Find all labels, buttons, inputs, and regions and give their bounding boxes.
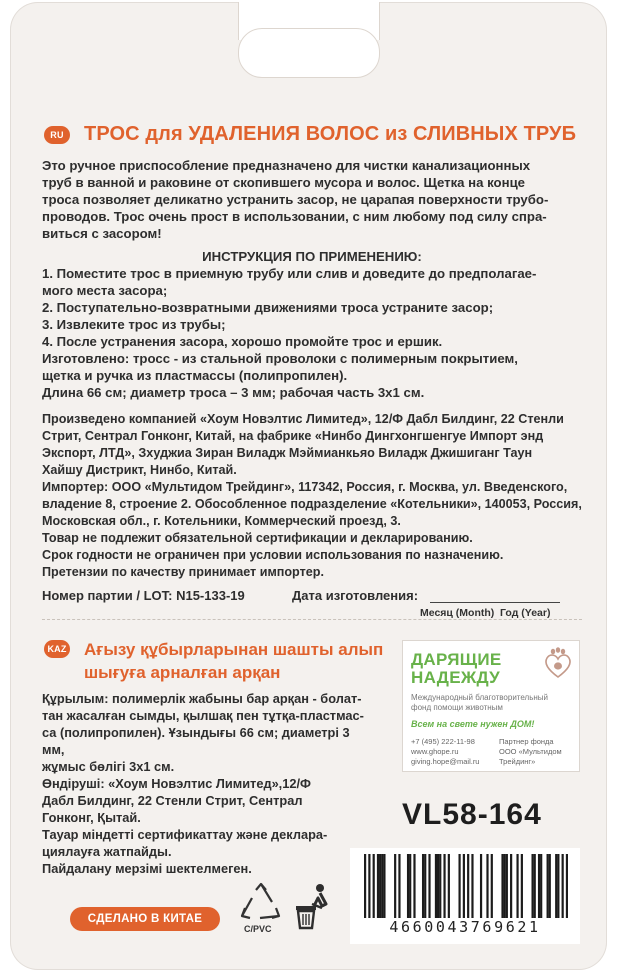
ru-line: проводов. Трос очень прост в использовании, с ним любому под силу спра- xyxy=(42,209,547,224)
instruction-line: 3. Извлеките трос из трубы; xyxy=(42,317,226,332)
instructions-heading: ИНСТРУКЦИЯ ПО ПРИМЕНЕНИЮ: xyxy=(202,249,422,264)
kaz-line: Өндіруші: «Хоум Новэлтис Лимитед»,12/Ф xyxy=(42,776,311,791)
producer-line: Хайшу Дистрикт, Нинбо, Китай. xyxy=(42,463,237,477)
barcode-bar xyxy=(448,854,450,918)
barcode-bar xyxy=(383,854,385,918)
producer-line: Срок годности не ограничен при условии использования по назначению. xyxy=(42,548,504,562)
barcode-bar xyxy=(557,854,559,918)
barcode-bar xyxy=(521,854,523,918)
barcode-bars xyxy=(364,854,568,918)
barcode-bar xyxy=(409,854,411,918)
ru-producer xyxy=(42,411,582,581)
barcode-bar xyxy=(471,854,473,918)
kaz-line: Гонконг, Қытай. xyxy=(42,810,141,825)
producer-line: Претензии по качеству принимает импортер. xyxy=(42,565,324,579)
barcode-bar xyxy=(413,854,415,918)
kaz-title xyxy=(84,638,394,684)
barcode-bar xyxy=(398,854,400,918)
charity-slogan: Всем на свете нужен ДОМ! xyxy=(411,719,535,729)
charity-partner-line: Трейдинг» xyxy=(499,757,536,766)
instruction-line: Длина 66 см; диаметр троса – 3 мм; рабочая часть 3х1 см. xyxy=(42,385,425,400)
kaz-description xyxy=(42,690,372,877)
recycle-icon xyxy=(238,882,284,928)
kaz-line: Дабл Билдинг, 22 Стенли Стрит, Сентрал xyxy=(42,793,303,808)
producer-line: Стрит, Сентрал Гонконг, Китай, на фабрике «Нинбо Дингхонгшенгуе Импорт энд xyxy=(42,429,544,443)
producer-line: Произведено компанией «Хоум Новэлтис Лимитед», 12/Ф Дабл Билдинг, 22 Стенли xyxy=(42,412,564,426)
article-number: VL58-164 xyxy=(402,798,542,831)
trash-bin-icon xyxy=(292,882,332,932)
barcode-bar xyxy=(428,854,430,918)
charity-website: www.ghope.ru xyxy=(411,747,459,756)
kaz-title-line: Ағызу құбырларынан шашты алып xyxy=(84,640,384,659)
kaz-line: Құрылым: полимерлік жабыны бар арқан - болат- xyxy=(42,691,362,706)
barcode-bar xyxy=(491,854,493,918)
ru-instructions xyxy=(42,248,582,401)
producer-line: владение 8, строение 2. Обособленное подразделение «Котельники», 140053, Россия, xyxy=(42,497,582,511)
barcode-bar xyxy=(439,854,441,918)
barcode-bar xyxy=(555,854,557,918)
barcode-bar xyxy=(394,854,396,918)
barcode-bar xyxy=(562,854,564,918)
barcode-bar xyxy=(379,854,381,918)
charity-email: giving.hope@mail.ru xyxy=(411,757,480,766)
charity-partner-line: ООО «Мультидом xyxy=(499,747,562,756)
barcode-bar xyxy=(516,854,518,918)
barcode-bar xyxy=(424,854,426,918)
charity-subtitle-line: Международный благотворительный xyxy=(411,693,549,702)
barcode-bar xyxy=(510,854,512,918)
barcode-bar xyxy=(435,854,437,918)
instruction-line: 4. После устранения засора, хорошо промойте трос и ершик. xyxy=(42,334,443,349)
ru-title: ТРОС для УДАЛЕНИЯ ВОЛОС из СЛИВНЫХ ТРУБ xyxy=(84,123,577,145)
kaz-line: Тауар міндетті сертификаттау және деклара- xyxy=(42,827,328,842)
hang-hole xyxy=(238,28,380,78)
barcode-bar xyxy=(458,854,460,918)
barcode xyxy=(350,848,580,944)
barcode-bar xyxy=(368,854,370,918)
instruction-line: мого места засора; xyxy=(42,283,168,298)
instruction-line: щетка и ручка из пластмассы (полипропилен). xyxy=(42,368,348,383)
barcode-bar xyxy=(422,854,424,918)
barcode-bar xyxy=(407,854,409,918)
barcode-bar xyxy=(534,854,536,918)
section-divider xyxy=(42,619,582,620)
barcode-bar xyxy=(547,854,549,918)
kaz-title-line: шығуға арналған арқан xyxy=(84,663,281,682)
barcode-bar xyxy=(486,854,488,918)
paw-heart-icon xyxy=(541,647,575,681)
charity-phone: +7 (495) 222-11-98 xyxy=(411,737,475,746)
charity-title xyxy=(411,651,531,687)
barcode-bar xyxy=(480,854,482,918)
charity-subtitle xyxy=(411,693,576,713)
barcode-bar xyxy=(437,854,439,918)
kaz-line: са (полипропилен). Ұзындығы 66 см; диаметрі 3 мм, xyxy=(42,725,350,757)
ru-line: труб в ванной и раковине от скопившего мусора и волос. Щетка на конце xyxy=(42,175,526,190)
ru-line: Это ручное приспособление предназначено для чистки канализационных xyxy=(42,158,531,173)
kaz-line: тан жасалған сымды, қылшақ пен тұтқа-пластмас- xyxy=(42,708,364,723)
barcode-bar xyxy=(540,854,542,918)
barcode-bar xyxy=(377,854,379,918)
barcode-bar xyxy=(443,854,445,918)
barcode-bar xyxy=(506,854,508,918)
ru-line: виться с засором! xyxy=(42,226,162,241)
barcode-bar xyxy=(531,854,533,918)
charity-block xyxy=(402,640,580,772)
manufacture-date-label: Дата изготовления: xyxy=(292,588,419,603)
barcode-bar xyxy=(538,854,540,918)
kaz-line: Пайдалану мерзімі шектелмеген. xyxy=(42,861,252,876)
charity-title-line: НАДЕЖДУ xyxy=(411,668,500,687)
recycle-label: C/PVC xyxy=(244,924,272,934)
ru-badge: RU xyxy=(44,126,70,144)
producer-line: Московская обл., г. Котельники, Коммерческий проезд, 3. xyxy=(42,514,401,528)
barcode-digits: 4660043769621 xyxy=(389,918,541,936)
barcode-bar xyxy=(549,854,551,918)
barcode-bar xyxy=(463,854,465,918)
producer-line: Экспорт, ЛТД», Зхуджиа Зиран Виладж Мэймианкьяо Виладж Джишиганг Таун xyxy=(42,446,533,460)
charity-partner-line: Партнер фонда xyxy=(499,737,554,746)
barcode-bar xyxy=(566,854,568,918)
barcode-bar xyxy=(373,854,375,918)
barcode-bar xyxy=(381,854,383,918)
ru-line: троса позволяет деликатно устранить засор, не царапая поверхности трубо- xyxy=(42,192,549,207)
charity-title-line: ДАРЯЩИЕ xyxy=(411,650,502,669)
barcode-bar xyxy=(504,854,506,918)
year-label: Год (Year) xyxy=(500,607,551,619)
date-fill-line xyxy=(430,602,560,603)
batch-number: Номер партии / LOT: N15-133-19 xyxy=(42,588,245,603)
kaz-line: циялауға жатпайды. xyxy=(42,844,172,859)
kaz-badge: KAZ xyxy=(44,640,70,658)
kaz-line: жұмыс бөлігі 3х1 см. xyxy=(42,759,175,774)
charity-contacts xyxy=(411,737,491,767)
producer-line: Товар не подлежит обязательной сертификации и декларированию. xyxy=(42,531,473,545)
barcode-bar xyxy=(467,854,469,918)
instruction-line: Изготовлено: тросс - из стальной проволоки с полимерным покрытием, xyxy=(42,351,518,366)
instruction-line: 1. Поместите трос в приемную трубу или слив и доведите до предполагае- xyxy=(42,266,537,281)
made-in-badge: СДЕЛАНО В КИТАЕ xyxy=(70,907,220,931)
charity-subtitle-line: фонд помощи животным xyxy=(411,703,503,712)
barcode-bar xyxy=(501,854,503,918)
charity-partner xyxy=(499,737,577,767)
barcode-bar xyxy=(364,854,366,918)
instruction-line: 2. Поступательно-возвратными движениями троса устраните засор; xyxy=(42,300,494,315)
producer-line: Импортер: ООО «Мультидом Трейдинг», 117342, Россия, г. Москва, ул. Введенского, xyxy=(42,480,568,494)
package-card xyxy=(10,2,607,970)
month-label: Месяц (Month) xyxy=(420,607,495,619)
ru-description xyxy=(42,157,582,242)
